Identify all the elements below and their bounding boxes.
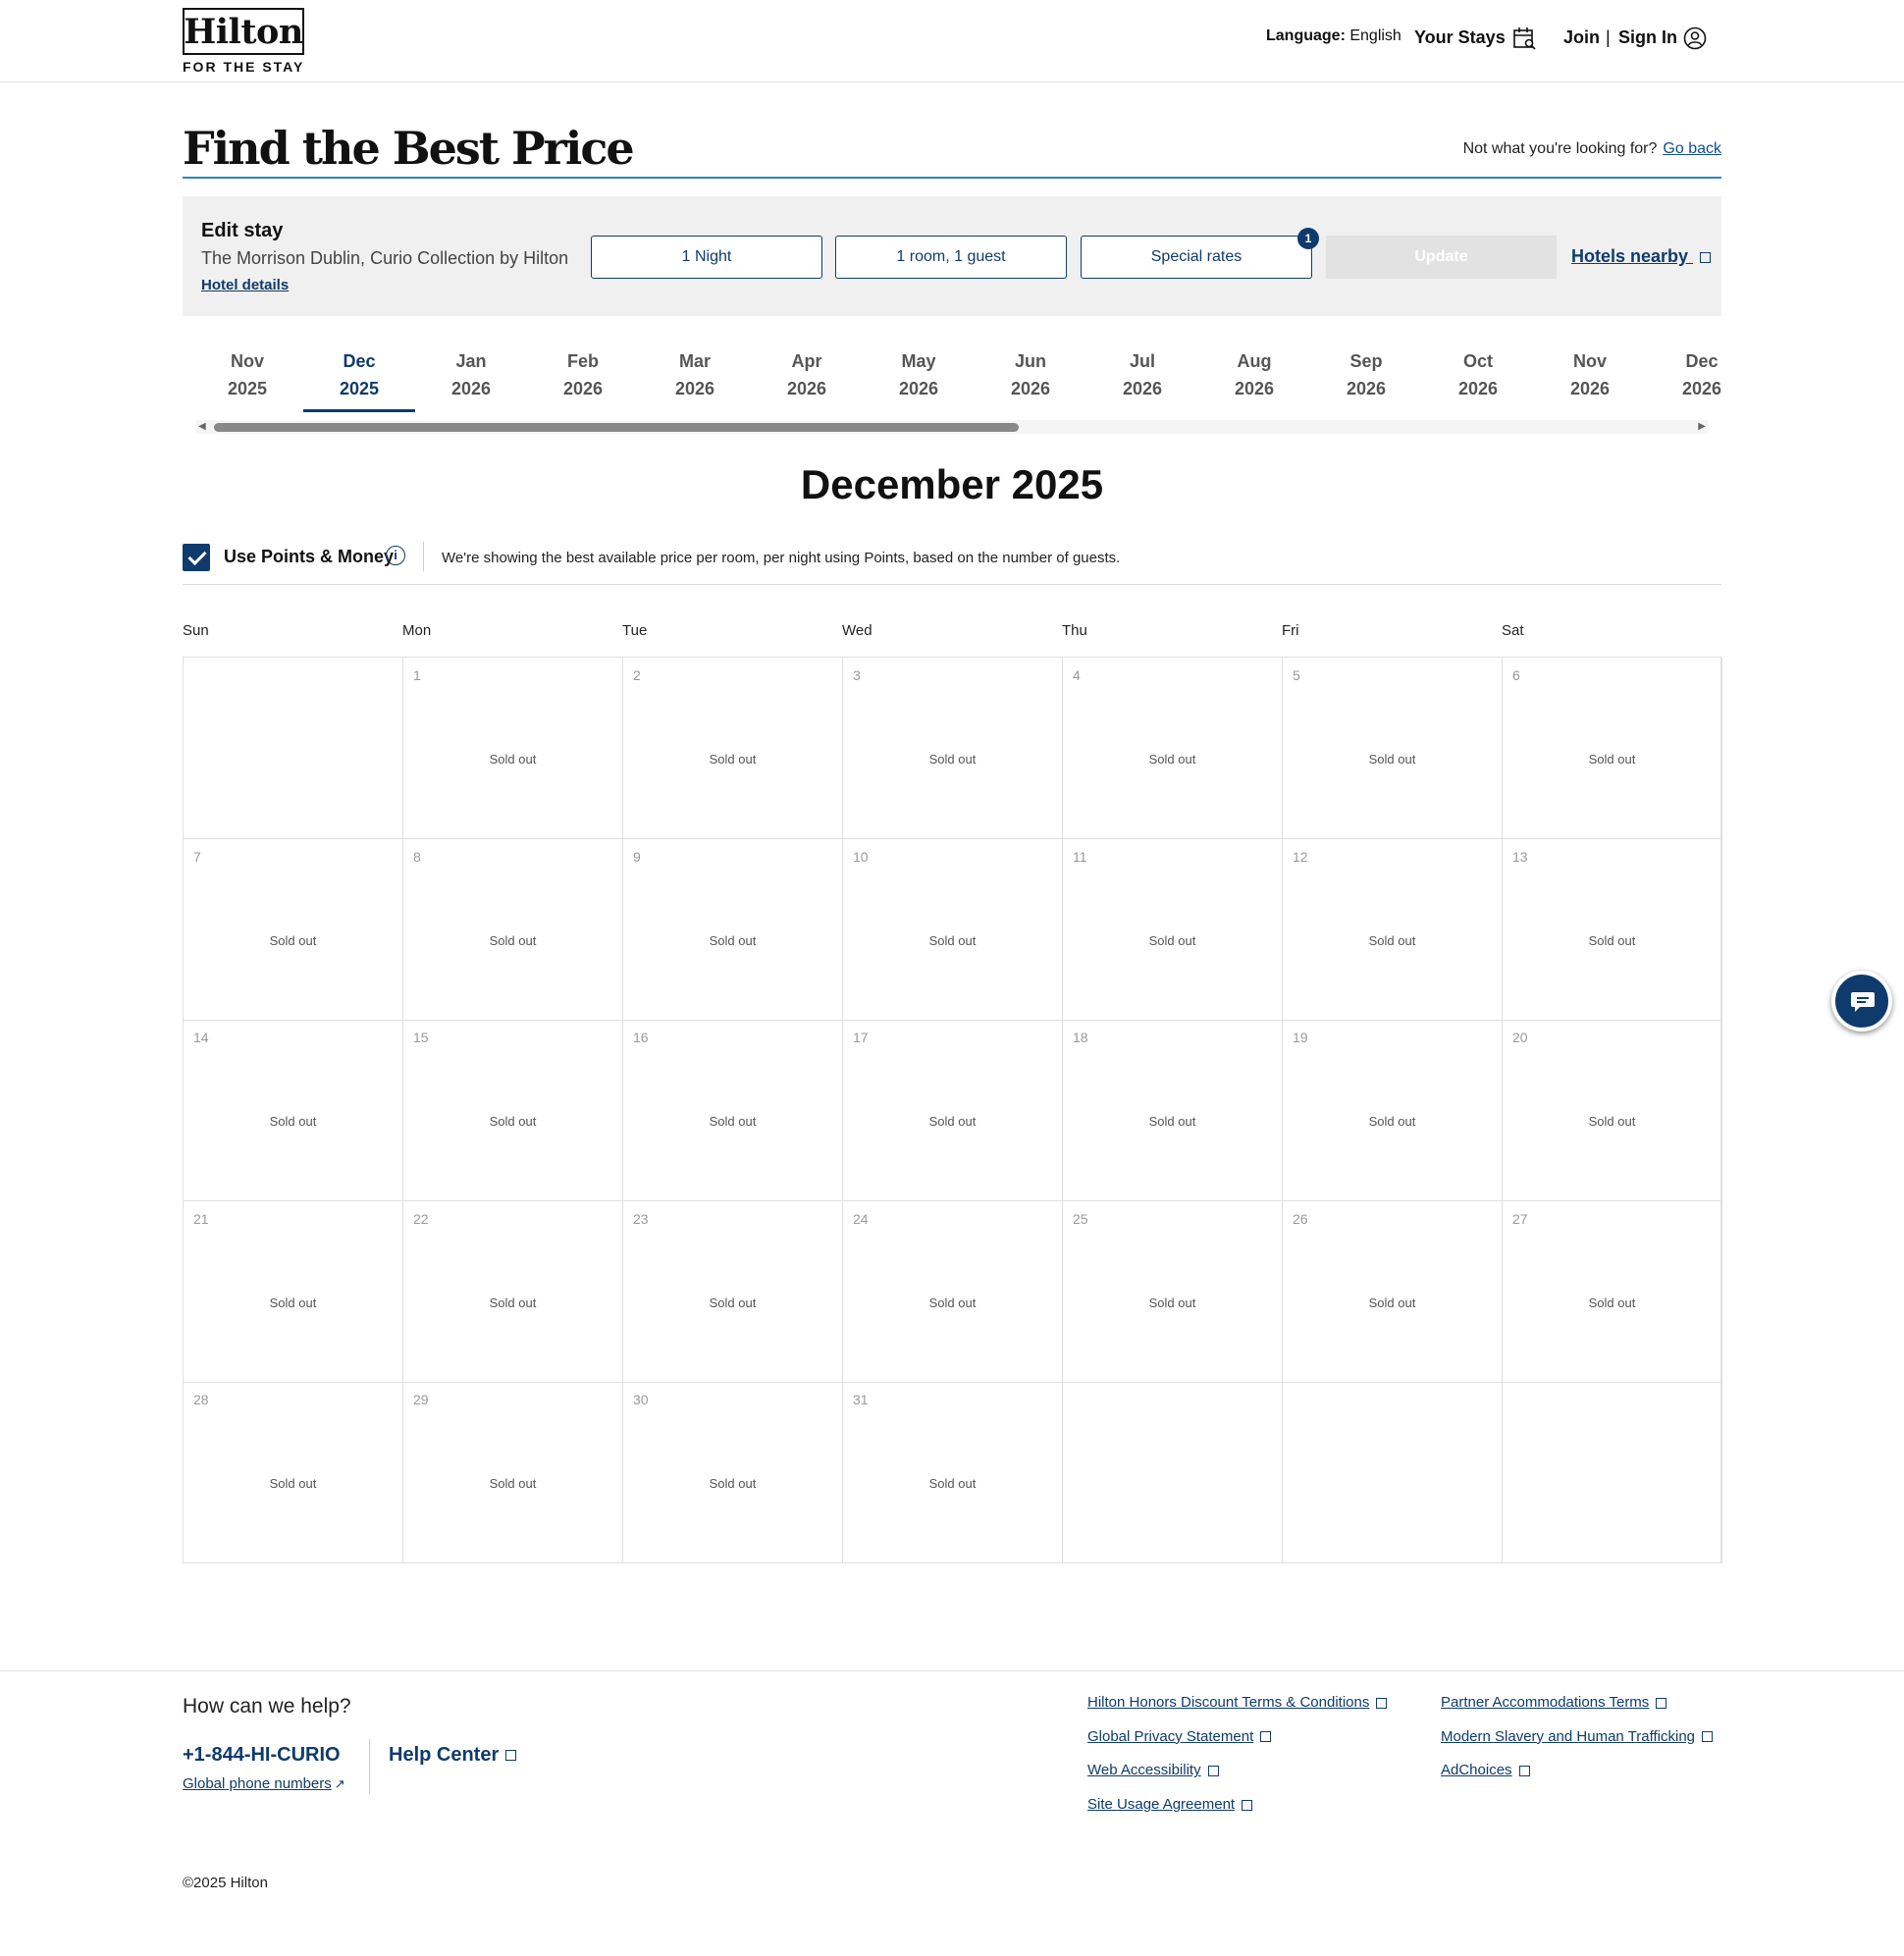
day-number: 21 [193,1211,209,1227]
month-tab[interactable] [975,344,1086,412]
calendar-day-cell[interactable] [843,658,1063,839]
user-account-icon[interactable] [1683,26,1707,50]
calendar-day-cell[interactable] [1063,839,1283,1021]
footer-link[interactable] [1087,1796,1252,1813]
footer-link-label: AdChoices [1441,1762,1512,1779]
day-status: Sold out [1148,1114,1196,1129]
month-tab[interactable] [191,344,303,412]
language-selector[interactable] [1266,27,1402,45]
day-status: Sold out [928,752,977,767]
calendar-empty-cell [1503,1382,1722,1563]
day-status: Sold out [269,933,317,948]
footer-divider [0,1670,1904,1671]
month-tab-month: Jun [1014,351,1046,371]
hotel-name: The Morrison Dublin, Curio Collection by Hilton [201,248,569,268]
help-title: How can we help? [183,1695,351,1718]
day-status: Sold out [928,1476,977,1491]
month-tab[interactable] [303,344,415,412]
month-tab[interactable] [1086,344,1198,412]
calendar-day-cell[interactable] [403,1201,623,1383]
day-number: 3 [853,667,861,683]
help-center-label: Help Center [389,1744,500,1766]
calendar-day-cell[interactable] [623,839,843,1021]
day-status: Sold out [1368,1114,1416,1129]
calendar-day-cell[interactable] [623,1201,843,1383]
external-link-icon [1519,1766,1530,1776]
month-tab-month: Jan [455,351,487,371]
day-status: Sold out [709,752,757,767]
day-number: 30 [633,1392,649,1407]
calendar-day-cell[interactable] [843,839,1063,1021]
edit-stay-title: Edit stay [201,220,284,241]
month-tab-year: 2026 [1681,379,1722,398]
scroll-left-icon[interactable]: ◀ [198,421,206,432]
weekday-label: Wed [842,622,873,639]
day-status: Sold out [709,1476,757,1491]
month-tab[interactable] [751,344,863,412]
external-link-icon [505,1750,516,1761]
hotel-details-link[interactable]: Hotel details [201,277,290,293]
weekday-label: Mon [402,622,432,639]
calendar-day-cell[interactable] [843,1020,1063,1201]
month-tab-year: 2026 [1346,379,1387,398]
logo-wordmark: Hilton [183,8,304,55]
day-number: 29 [413,1392,429,1407]
calendar-day-cell[interactable] [623,658,843,839]
month-tab[interactable] [1534,344,1646,412]
footer-link-label: Global Privacy Statement [1087,1727,1254,1745]
day-number: 7 [193,849,201,865]
external-link-icon [1376,1698,1387,1709]
day-status: Sold out [1148,933,1196,948]
calendar-empty-cell [1283,1382,1503,1563]
day-number: 8 [413,849,421,865]
calendar-day-cell[interactable] [623,1382,843,1563]
footer-link-label: Modern Slavery and Human Trafficking [1441,1727,1696,1745]
day-status: Sold out [1368,933,1416,948]
month-tab[interactable] [415,344,527,412]
calendar-empty-cell [184,658,403,839]
use-points-checkbox[interactable] [183,544,210,571]
site-header [0,0,1904,82]
month-tab[interactable] [527,344,639,412]
scrollbar-thumb[interactable] [214,423,1019,432]
global-phone-label: Global phone numbers [183,1775,332,1792]
scroll-right-icon[interactable]: ▶ [1698,421,1706,432]
day-number: 28 [193,1392,209,1407]
day-number: 23 [633,1211,649,1227]
weekday-label: Tue [622,622,648,639]
calendar-day-cell[interactable] [1283,1020,1503,1201]
calendar-day-cell[interactable] [1503,658,1722,839]
month-tab-month: Apr [791,351,822,371]
special-rates-badge: 1 [1297,228,1319,249]
special-rates-button[interactable]: Special rates [1081,236,1312,279]
month-tabs-scrollbar[interactable] [196,420,1708,434]
month-tabs [191,344,1722,414]
chat-icon [1850,990,1876,1014]
day-number: 4 [1073,667,1081,683]
calendar-day-cell[interactable] [843,1201,1063,1383]
day-status: Sold out [269,1295,317,1310]
month-tab[interactable] [1422,344,1534,412]
weekday-label: Sat [1502,622,1524,639]
day-status: Sold out [1148,752,1196,767]
external-link-icon [1702,1731,1713,1742]
calendar-day-cell[interactable] [843,1382,1063,1563]
not-what-label: Not what you're looking for? [1462,140,1658,157]
calendar-day-cell[interactable] [403,1020,623,1201]
day-status: Sold out [709,1295,757,1310]
day-number: 20 [1512,1030,1528,1045]
month-tab[interactable] [1198,344,1310,412]
month-tab-month: Jul [1129,351,1155,371]
hilton-logo[interactable] [183,8,306,75]
calendar-day-cell[interactable] [403,658,623,839]
month-tab-month: Sep [1349,351,1383,371]
external-link-icon [1700,252,1711,263]
title-divider [183,177,1721,179]
month-tab-year: 2026 [1457,379,1499,398]
month-tab-month: Dec [343,351,376,371]
day-status: Sold out [489,1476,537,1491]
your-stays-link[interactable]: Your Stays [1414,27,1506,47]
day-number: 27 [1512,1211,1528,1227]
day-number: 10 [853,849,869,865]
calendar-empty-cell [1063,1382,1283,1563]
info-icon[interactable]: i [386,546,405,565]
day-number: 18 [1073,1030,1088,1045]
join-link[interactable]: Join [1563,27,1601,47]
footer-link[interactable] [1441,1728,1713,1745]
month-tab-month: Nov [1572,351,1607,371]
nights-button[interactable]: 1 Night [591,236,822,279]
day-status: Sold out [928,933,977,948]
page-title: Find the Best Price [183,122,633,175]
calendar-day-cell[interactable] [1063,1201,1283,1383]
copyright: ©2025 Hilton [183,1875,268,1891]
help-divider [369,1739,370,1794]
calendar-day-cell[interactable] [1283,658,1503,839]
calendar-day-cell[interactable] [623,1020,843,1201]
weekday-header [183,622,1721,646]
hotels-nearby-label: Hotels nearby [1571,246,1689,266]
day-number: 31 [853,1392,869,1407]
month-tab-month: May [901,351,936,371]
calendar-day-cell[interactable] [1283,1201,1503,1383]
external-link-icon [1260,1731,1271,1742]
calendar-day-cell[interactable] [1063,1020,1283,1201]
footer-link-label: Site Usage Agreement [1087,1796,1236,1814]
day-number: 25 [1073,1211,1088,1227]
sign-in-link[interactable]: Sign In [1618,27,1677,47]
go-back-link[interactable]: Go back [1663,140,1721,157]
day-status: Sold out [709,1114,757,1129]
nav-separator: | [1606,27,1611,47]
day-status: Sold out [928,1114,977,1129]
day-number: 15 [413,1030,429,1045]
month-tab-month: Mar [678,351,711,371]
rooms-guests-button[interactable]: 1 room, 1 guest [835,236,1067,279]
month-tab[interactable] [1310,344,1422,412]
day-status: Sold out [269,1476,317,1491]
footer-link-label: Partner Accommodations Terms [1441,1694,1650,1711]
use-points-label[interactable]: Use Points & Money [224,547,395,566]
calendar-day-cell[interactable] [184,839,403,1021]
day-number: 22 [413,1211,429,1227]
month-tab-year: 2026 [674,379,715,398]
day-number: 17 [853,1030,869,1045]
month-tab-year: 2026 [562,379,604,398]
month-tab-month: Aug [1237,351,1272,371]
month-tab-month: Dec [1685,351,1719,371]
month-tab-year: 2025 [339,379,380,398]
day-number: 14 [193,1030,209,1045]
weekday-label: Thu [1062,622,1087,639]
day-status: Sold out [928,1295,977,1310]
points-money-row [183,542,1721,585]
chat-button[interactable] [1831,971,1892,1031]
calendar-month-title: December 2025 [800,461,1104,507]
footer-link[interactable] [1441,1694,1666,1711]
edit-stay-panel [183,196,1721,316]
help-center-link[interactable] [389,1744,516,1767]
calendar-day-cell[interactable] [184,1020,403,1201]
day-status: Sold out [489,933,537,948]
phone-number[interactable]: +1-844-HI-CURIO [183,1744,341,1766]
footer-link[interactable] [1087,1762,1219,1778]
calendar-day-cell[interactable] [1063,658,1283,839]
weekday-label: Fri [1282,622,1299,639]
day-number: 19 [1293,1030,1308,1045]
month-tab[interactable] [1646,344,1758,412]
month-tab-year: 2026 [898,379,939,398]
day-number: 11 [1073,849,1087,865]
day-status: Sold out [1368,752,1416,767]
day-status: Sold out [1588,933,1636,948]
footer-link[interactable] [1441,1762,1530,1778]
footer-link-label: Web Accessibility [1087,1762,1201,1779]
day-status: Sold out [489,1295,537,1310]
day-number: 1 [413,667,421,683]
footer-link[interactable] [1087,1728,1271,1745]
language-value: English [1349,27,1402,44]
day-status: Sold out [489,752,537,767]
calendar-day-cell[interactable] [1503,1020,1722,1201]
calendar-day-cell[interactable] [1283,839,1503,1021]
calendar-day-cell[interactable] [184,1201,403,1383]
day-number: 24 [853,1211,869,1227]
footer-link-label: Hilton Honors Discount Terms & Conditions [1087,1694,1370,1711]
day-status: Sold out [1588,1114,1636,1129]
month-tab-month: Feb [566,351,599,371]
day-status: Sold out [1148,1295,1196,1310]
points-note: We're showing the best available price per room, per night using Points, based on the number of guests. [442,550,1121,566]
month-tab[interactable] [639,344,751,412]
day-status: Sold out [269,1114,317,1129]
day-status: Sold out [1368,1295,1416,1310]
day-number: 16 [633,1030,649,1045]
day-number: 12 [1293,849,1308,865]
calendar-day-cell[interactable] [1503,1201,1722,1383]
calendar-day-cell[interactable] [184,1382,403,1563]
day-status: Sold out [489,1114,537,1129]
day-number: 26 [1293,1211,1308,1227]
calendar-day-cell[interactable] [1503,839,1722,1021]
month-tab-month: Oct [1462,351,1493,371]
month-tab-year: 2026 [450,379,492,398]
month-tab-year: 2026 [1010,379,1051,398]
day-number: 5 [1293,667,1300,683]
day-number: 13 [1512,849,1528,865]
calendar-day-cell[interactable] [403,1382,623,1563]
day-number: 6 [1512,667,1520,683]
global-phone-link[interactable] [183,1775,345,1792]
weekday-label: Sun [183,622,209,639]
update-button[interactable]: Update [1326,236,1557,279]
external-link-icon [1656,1698,1666,1709]
day-status: Sold out [1588,1295,1636,1310]
hotels-nearby-link[interactable] [1571,246,1711,267]
points-divider [423,542,424,571]
month-tab-month: Nov [230,351,264,371]
month-tab[interactable] [863,344,975,412]
month-tab-year: 2026 [786,379,827,398]
external-link-icon: ↗ [334,1776,345,1791]
day-status: Sold out [1588,752,1636,767]
month-tab-year: 2025 [227,379,268,398]
calendar-day-cell[interactable] [403,839,623,1021]
external-link-icon [1242,1800,1252,1811]
month-tab-year: 2026 [1122,379,1163,398]
footer-link[interactable] [1087,1694,1387,1711]
calendar-search-icon [1512,26,1536,50]
day-number: 9 [633,849,641,865]
day-number: 2 [633,667,641,683]
logo-tagline: FOR THE STAY [183,59,305,75]
day-status: Sold out [709,933,757,948]
external-link-icon [1208,1766,1219,1776]
calendar-grid [183,657,1721,1563]
month-tab-year: 2026 [1234,379,1275,398]
language-label: Language: [1266,27,1346,44]
not-what-text [1463,140,1721,158]
month-tab-year: 2026 [1569,379,1611,398]
